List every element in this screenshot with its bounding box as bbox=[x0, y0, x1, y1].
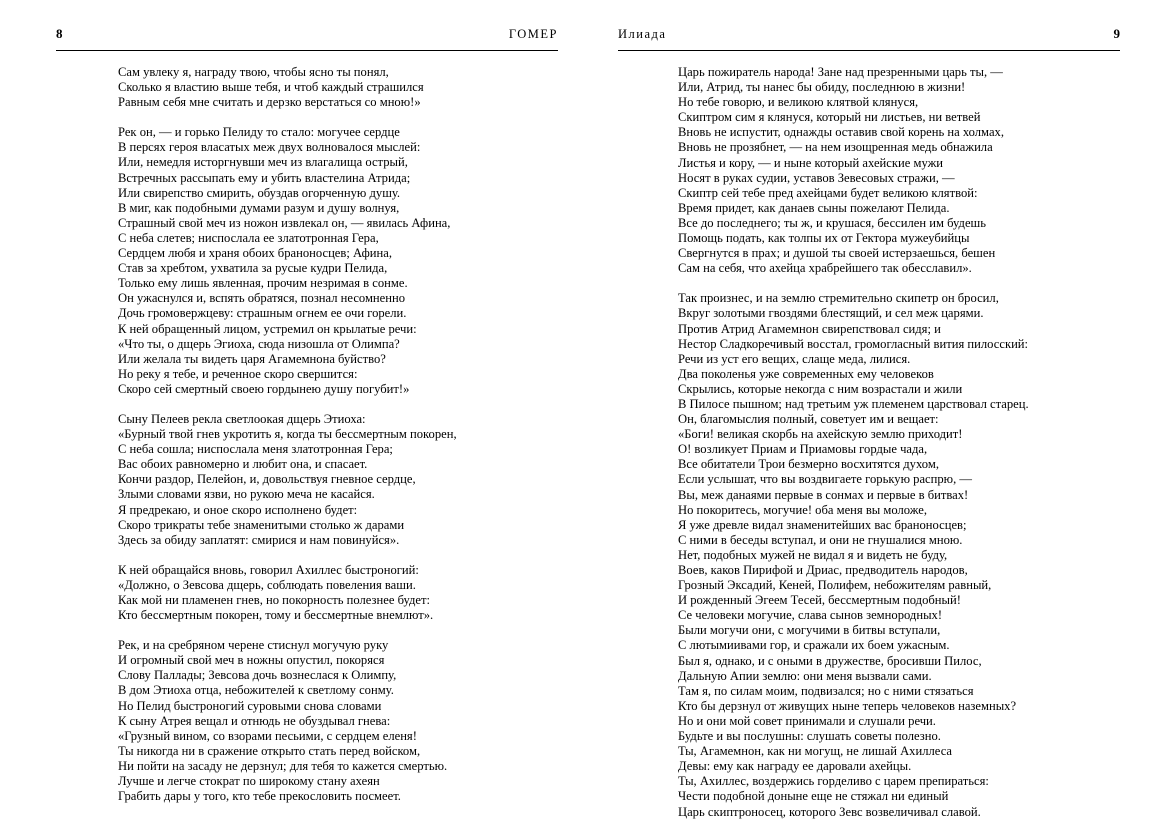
verse-line: Став за хребтом, ухватила за русые кудри Пелида, bbox=[118, 261, 388, 276]
verse-line: Сам увлеку я, награду твою, чтобы ясно ты понял, bbox=[118, 65, 389, 79]
verse-line: И огромный свой меч в ножны опустил, покоряся bbox=[118, 653, 385, 668]
verse-line: Или желала ты видеть царя Агамемнона буйство? bbox=[118, 351, 386, 366]
verse-line: Но реку я тебе, и реченное скоро свершится: bbox=[118, 366, 358, 381]
verse-line: «Грузный вином, со взорами песьими, с сердцем еленя! bbox=[118, 728, 417, 743]
verse-line: Скиптр сей тебе пред ахейцами будет великою клятвой: bbox=[678, 185, 978, 200]
verse-line: Время придет, как данаев сыны пожелают Пелида. bbox=[678, 200, 950, 215]
verse-line: Царь скиптроносец, которого Зевс возвеличивал славой. bbox=[678, 804, 981, 819]
verse-line: К ней обращайся вновь, говорил Ахиллес быстроногий: bbox=[118, 562, 419, 577]
verse-line: «Что ты, о дщерь Эгиоха, сюда низошла от Олимпа? bbox=[118, 336, 400, 351]
verse-line: Были могучи они, с могучими в битвы вступали, bbox=[678, 623, 941, 638]
stanza bbox=[118, 125, 558, 397]
verse-line: Но Пелид быстроногий суровыми снова словами bbox=[118, 698, 382, 713]
verse-line: Там я, по силам моим, подвизался; но с ними стязаться bbox=[678, 683, 974, 698]
verse-line: Сыну Пелеев рекла светлоокая дщерь Этиоха: bbox=[118, 411, 366, 426]
stanza bbox=[678, 65, 1120, 276]
stanza bbox=[118, 563, 558, 623]
verse-line: Речи из уст его вещих, слаще меда, лилися. bbox=[678, 351, 911, 366]
verse-line: Царь пожиратель народа! Зане над презренными царь ты, — bbox=[678, 65, 1003, 79]
verse-line: Или свирепство смирить, обуздав огорченную душу. bbox=[118, 185, 401, 200]
verse-line: Ты, Ахиллес, воздержись горделиво с царем препираться: bbox=[678, 774, 989, 789]
verse-line: Но покоритесь, могучие! оба меня вы моложе, bbox=[678, 502, 928, 517]
verse-line: Но и они мой совет принимали и слушали речи. bbox=[678, 713, 936, 728]
verse-line: Рек он, — и горько Пелиду то стало: могучее сердце bbox=[118, 125, 400, 140]
verse-line: Скоро сей смертный своею гордынею душу погубит!» bbox=[118, 381, 410, 396]
verse-line: Ни пойти на засаду не дерзнул; для тебя то кажется смертью. bbox=[118, 758, 448, 773]
running-title-right: Илиада bbox=[618, 27, 667, 41]
verse-line: Се человеки могучие, слава сынов земнородных! bbox=[678, 608, 943, 623]
verse-line: Девы: ему как награду ее даровали ахейцы. bbox=[678, 759, 912, 774]
page-number-right: 9 bbox=[1113, 26, 1120, 41]
verse-line: Рек, и на сребряном черене стиснул могучую руку bbox=[118, 638, 389, 653]
page-right bbox=[588, 0, 1176, 833]
verse-line: Вновь не испустит, однажды оставив свой корень на холмах, bbox=[678, 125, 1004, 140]
verse-line: Злыми словами язви, но рукою меча не касайся. bbox=[118, 487, 375, 502]
verse-line: Нестор Сладкоречивый восстал, громогласный вития пилосский: bbox=[678, 336, 1029, 351]
verse-line: И рожденный Эгеем Тесей, бессмертным подобный! bbox=[678, 593, 961, 608]
verse-line: Чести подобной доныне еще не стяжал ни единый bbox=[678, 789, 949, 804]
verse-line: «Боги! великая скорбь на ахейскую землю приходит! bbox=[678, 427, 963, 442]
verse-line: Если услышат, что вы воздвигаете горькую распрю, — bbox=[678, 472, 972, 487]
verse-line: Он ужаснулся и, вспять обратяся, познал несомненно bbox=[118, 291, 406, 306]
header-rule-left bbox=[56, 50, 558, 51]
verse-line: Только ему лишь явленная, прочим незримая в сонме. bbox=[118, 276, 408, 291]
verse-line: Грабить дары у того, кто тебе прекословить посмеет. bbox=[118, 789, 401, 804]
verse-line: Вкруг золотыми гвоздями блестящий, и сел меж царями. bbox=[678, 306, 984, 321]
verse-line: Или, Атрид, ты нанес бы обиду, последнюю в жизни! bbox=[678, 80, 966, 95]
verse-line: Или, немедля исторгнувши меч из влагалища острый, bbox=[118, 155, 408, 170]
verse-line: Лучше и легче стократ по широкому стану ахеян bbox=[118, 774, 380, 789]
verse-line: Кончи раздор, Пелейон, и, довольствуя гневное сердце, bbox=[118, 472, 416, 487]
verse-line: Здесь за обиду заплатят: смирися и нам повинуйся». bbox=[118, 532, 400, 547]
verse-line: Листья и кору, — и ныне который ахейские мужи bbox=[678, 155, 944, 170]
verse-line: В персях героя власатых меж двух волновалося мыслей: bbox=[118, 140, 421, 155]
verse-line: «Бурный твой гнев укротить я, когда ты бессмертным покорен, bbox=[118, 427, 457, 442]
verse-line: С неба слетев; ниспослала ее златотронная Гера, bbox=[118, 230, 379, 245]
verse-line: Воев, каков Пирифой и Дриас, предводитель народов, bbox=[678, 563, 968, 577]
running-title-left: ГОМЕР bbox=[508, 27, 558, 41]
verse-line: Дальную Апии землю: они меня вызвали сами. bbox=[678, 668, 932, 683]
verse-line: Нет, подобных мужей не видал я и видеть не буду, bbox=[678, 547, 948, 562]
verse-line: Равным себя мне считать и дерзко верстаться со мною!» bbox=[118, 95, 421, 110]
verse-line: С лютымиивами гор, и сражали их боем ужасным. bbox=[678, 638, 950, 653]
verse-line: Дочь громовержцеву: страшным огнем ее очи горели. bbox=[118, 306, 407, 321]
verse-line: С неба сошла; ниспослала меня златотронная Гера; bbox=[118, 442, 393, 457]
verse-line: К сыну Атрея вещал и отнюдь не обуздывал гнева: bbox=[118, 713, 391, 728]
verse-line: Свергнутся в прах; и душой ты своей истерзаешься, бешен bbox=[678, 246, 996, 261]
verse-line: Ты, Агамемнон, как ни могущ, не лишай Ахиллеса bbox=[678, 744, 953, 759]
running-head-left bbox=[56, 26, 558, 46]
verse-line: С ними в беседы вступал, и они не гнушалися мною. bbox=[678, 532, 963, 547]
verse-line: Два поколенья уже современных ему человеков bbox=[678, 366, 934, 381]
verse-line: Скоро трикраты тебе знаменитыми столько ж дарами bbox=[118, 517, 405, 532]
verse-body-right bbox=[618, 65, 1120, 820]
verse-line: Сколько я властию выше тебя, и чтоб каждый страшился bbox=[118, 80, 424, 95]
verse-line: Ты никогда ни в сражение открыто стать перед войском, bbox=[118, 743, 421, 758]
verse-line: В миг, как подобными думами разум и душу волнуя, bbox=[118, 200, 400, 215]
stanza bbox=[118, 65, 558, 110]
verse-line: Был я, однако, и с оными в дружестве, бросивши Пилос, bbox=[678, 653, 982, 668]
verse-line: Вы, меж данаями первые в сонмах и первые в битвах! bbox=[678, 487, 969, 502]
verse-line: Помощь подать, как толпы их от Гектора мужеубийцы bbox=[678, 231, 970, 246]
verse-line: Против Атрид Агамемнон свирепствовал сидя; и bbox=[678, 321, 941, 336]
verse-line: Сердцем любя и храня обоих браноносцев; Афина, bbox=[118, 246, 392, 261]
verse-line: «Должно, о Зевсова дщерь, соблюдать повеления ваши. bbox=[118, 577, 416, 592]
verse-line: Скрылись, которые некогда с ним возрастали и жили bbox=[678, 381, 963, 396]
verse-body-left bbox=[56, 65, 558, 804]
verse-line: К ней обращенный лицом, устремил он крылатые речи: bbox=[118, 321, 417, 336]
verse-line: Вас обоих равномерно и любит она, и спасает. bbox=[118, 457, 368, 472]
verse-line: Как мой ни пламенен гнев, но покорность полезнее будет: bbox=[118, 593, 431, 607]
verse-line: Так произнес, и на землю стремительно скипетр он бросил, bbox=[678, 291, 999, 306]
verse-line: Кто бы дерзнул от живущих ныне теперь человеков наземных? bbox=[678, 698, 1017, 713]
verse-line: Кто бессмертным покорен, тому и бессмертные внемлют». bbox=[118, 608, 434, 623]
verse-line: В Пилосе пышном; над третьим уж племенем царствовал старец. bbox=[678, 396, 1029, 411]
verse-line: Грозный Эксадий, Кеней, Полифем, небожителям равный, bbox=[678, 578, 992, 593]
verse-line: Будьте и вы послушны: слушать советы полезно. bbox=[678, 729, 941, 744]
verse-line: Скиптром сим я клянуся, который ни листьев, ни ветвей bbox=[678, 110, 981, 125]
verse-line: Слову Паллады; Зевсова дочь вознеслася к Олимпу, bbox=[118, 668, 397, 683]
verse-line: О! возликует Приам и Приамовы гордые чада, bbox=[678, 442, 928, 457]
verse-line: Все обитатели Трои безмерно восхитятся духом, bbox=[678, 457, 939, 472]
stanza bbox=[118, 638, 558, 804]
verse-line: Сам на себя, что ахейца храбрейшего так обесславил». bbox=[678, 261, 972, 276]
page-number-left: 8 bbox=[56, 26, 63, 41]
verse-line: Я предрекаю, и оное скоро исполнено будет: bbox=[118, 502, 358, 517]
verse-line: Вновь не прозябнет, — на нем изощренная медь обнажила bbox=[678, 140, 993, 155]
verse-line: Страшный свой меч из ножон извлекал он, — явилась Афина, bbox=[118, 215, 451, 230]
verse-line: Все до последнего; ты ж, и крушася, бессилен им будешь bbox=[678, 215, 986, 230]
verse-line: В дом Этиоха отца, небожителей к светлому сонму. bbox=[118, 683, 394, 698]
verse-line: Я уже древле видал знаменитейших вас браноносцев; bbox=[678, 517, 967, 532]
stanza bbox=[678, 291, 1120, 819]
verse-line: Встречных рассыпать ему и убить властелина Атрида; bbox=[118, 170, 411, 185]
verse-line: Он, благомыслия полный, советует им и вещает: bbox=[678, 412, 939, 427]
stanza bbox=[118, 412, 558, 548]
header-rule-right bbox=[618, 50, 1120, 51]
verse-line: Но тебе говорю, и великою клятвой клянуся, bbox=[678, 95, 919, 110]
running-head-right bbox=[618, 26, 1120, 46]
verse-line: Носят в руках судии, уставов Зевесовых стражи, — bbox=[678, 170, 955, 185]
